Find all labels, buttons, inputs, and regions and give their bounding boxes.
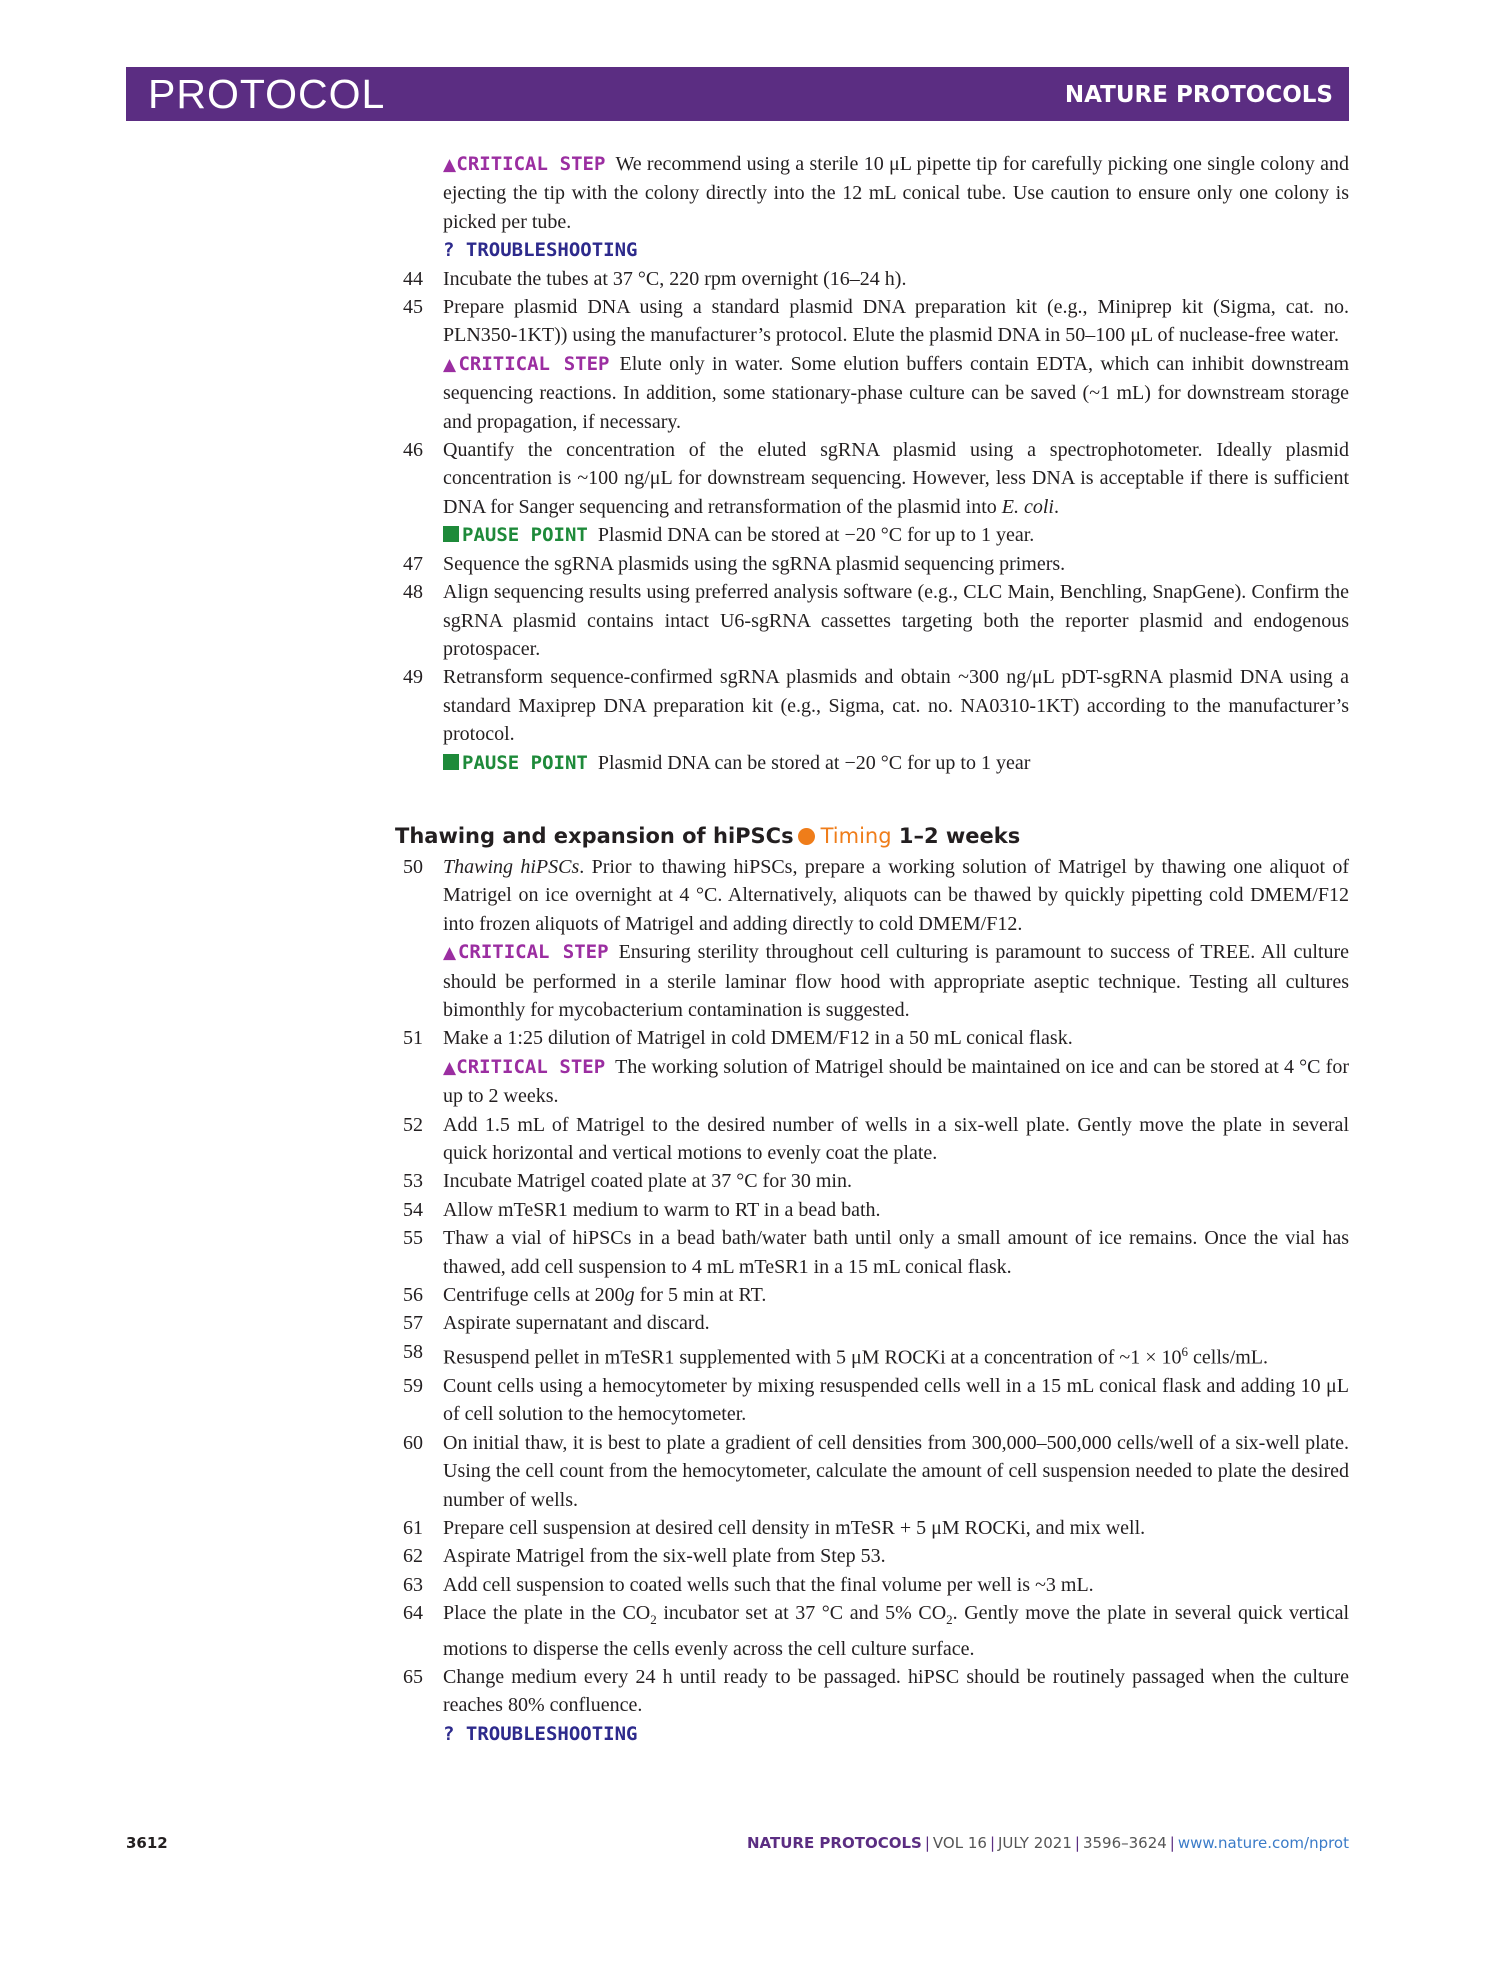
step-48: 48 Align sequencing results using preferred analysis software (e.g., CLC Main, Benchling, SnapGene). Confirm the sgRNA plasmid contains intact U6-sgRNA cassettes targeting both the reporter plasmid and endogenous protospacer. bbox=[395, 578, 1349, 663]
step-number: 45 bbox=[403, 296, 423, 319]
step-64: 64 Place the plate in the $CO_2$ incubator set at 37 °C and 5% $CO_2$. Gently move the plate in several quick vertical motions to disperse the cells evenly across the cell culture surface. bbox=[395, 1599, 1349, 1663]
step-number: 53 bbox=[403, 1170, 423, 1193]
critical-step-label: ▲CRITICAL STEP bbox=[443, 153, 606, 175]
step-46: 46 Quantify the concentration of the eluted sgRNA plasmid using a spectrophotometer. Ideally plasmid concentration is ~100 ng/μL for downstream sequencing. However, less DNA is acceptable if there is sufficient DNA for Sanger sequencing and retransformation of the plasmid into E. coli. bbox=[395, 436, 1349, 521]
step-number: 44 bbox=[403, 267, 423, 290]
step-number: 48 bbox=[403, 581, 423, 604]
footer-pages: 3596–3624 bbox=[1082, 1834, 1167, 1852]
step-number: 60 bbox=[403, 1431, 423, 1454]
step-55: 55 Thaw a vial of hiPSCs in a bead bath/water bath until only a small amount of ice remains. Once the vial has thawed, add cell suspension to 4 mL mTeSR1 in a 15 mL conical flask. bbox=[395, 1224, 1349, 1281]
footer-journal: NATURE PROTOCOLS bbox=[747, 1834, 922, 1852]
step-number: 59 bbox=[403, 1374, 423, 1397]
step-47: 47 Sequence the sgRNA plasmids using the sgRNA plasmid sequencing primers. bbox=[395, 550, 1349, 578]
step-62: 62 Aspirate Matrigel from the six-well plate from Step 53. bbox=[395, 1542, 1349, 1570]
step-49: 49 Retransform sequence-confirmed sgRNA plasmids and obtain ~300 ng/μL pDT-sgRNA plasmid DNA using a standard Maxiprep DNA preparation kit (e.g., Sigma, cat. no. NA0310-1KT) according to the manufacturer’s protocol. bbox=[395, 663, 1349, 748]
step-number: 65 bbox=[403, 1665, 423, 1688]
pause-point-note: PAUSE POINT Plasmid DNA can be stored at −20 °C for up to 1 year bbox=[395, 749, 1349, 777]
header-section-label: PROTOCOL bbox=[148, 71, 386, 117]
step-52: 52 Add 1.5 mL of Matrigel to the desired number of wells in a six-well plate. Gently move the plate in several quick horizontal and vertical motions to evenly coat the plate. bbox=[395, 1111, 1349, 1168]
step-number: 55 bbox=[403, 1227, 423, 1250]
square-icon bbox=[443, 754, 459, 770]
step-number: 61 bbox=[403, 1516, 423, 1539]
step-number: 49 bbox=[403, 666, 423, 689]
step-number: 51 bbox=[403, 1027, 423, 1050]
step-number: 47 bbox=[403, 552, 423, 575]
troubleshooting-link[interactable]: ? TROUBLESHOOTING bbox=[443, 239, 638, 262]
step-number: 54 bbox=[403, 1198, 423, 1221]
step-58: 58 Resuspend pellet in mTeSR1 supplemented with 5 μM ROCKi at a concentration of ~1 × $10^6$ cells/mL. bbox=[395, 1338, 1349, 1372]
critical-step-note: ▲CRITICAL STEP We recommend using a sterile 10 μL pipette tip for carefully picking one single colony and ejecting the tip with the colony directly into the 12 mL conical tube. Use caution to ensure only one colony is picked per tube. bbox=[443, 153, 1349, 233]
header-journal-name: NATURE PROTOCOLS bbox=[1064, 82, 1333, 108]
step-number: 46 bbox=[403, 439, 423, 462]
step-number: 50 bbox=[403, 855, 423, 878]
page-number: 3612 bbox=[126, 1834, 168, 1852]
step-56: 56 Centrifuge cells at 200g for 5 min at RT. bbox=[395, 1281, 1349, 1309]
footer-volume: VOL 16 bbox=[932, 1834, 987, 1852]
step-45: 45 Prepare plasmid DNA using a standard plasmid DNA preparation kit (e.g., Miniprep kit (Sigma, cat. no. PLN350-1KT)) using the manufacturer’s protocol. Elute the plasmid DNA in 50–100 μL of nuclease-free water. bbox=[395, 293, 1349, 350]
step-number: 64 bbox=[403, 1602, 423, 1625]
step-60: 60 On initial thaw, it is best to plate a gradient of cell densities from 300,000–500,000 cells/well of a six-well plate. Using the cell count from the hemocytometer, calculate the amount of cell suspension needed to plate the desired number of wells. bbox=[395, 1429, 1349, 1514]
step-59: 59 Count cells using a hemocytometer by mixing resuspended cells well in a 15 mL conical flask and adding 10 μL of cell solution to the hemocytometer. bbox=[395, 1372, 1349, 1429]
step-number: 56 bbox=[403, 1284, 423, 1307]
step-number: 58 bbox=[403, 1340, 423, 1363]
critical-step-note: ▲CRITICAL STEP Ensuring sterility throughout cell culturing is paramount to success of TREE. All culture should be performed in a sterile laminar flow hood with appropriate aseptic technique. Testing all cultures bimonthly for mycobacterium contamination is suggested. bbox=[443, 941, 1349, 1021]
step-54: 54 Allow mTeSR1 medium to warm to RT in a bead bath. bbox=[395, 1196, 1349, 1224]
step-65: 65 Change medium every 24 h until ready to be passaged. hiPSC should be routinely passaged when the culture reaches 80% confluence. bbox=[395, 1663, 1349, 1720]
step-50: 50 Thawing hiPSCs. Prior to thawing hiPSCs, prepare a working solution of Matrigel by thawing one aliquot of Matrigel on ice overnight at 4 °C. Alternatively, aliquots can be thawed by quickly pipetting cold DMEM/F12 into frozen aliquots of Matrigel and adding directly to cold DMEM/F12. bbox=[395, 853, 1349, 938]
step-number: 52 bbox=[403, 1113, 423, 1136]
citation-info: NATURE PROTOCOLS | VOL 16 | JULY 2021 | 3596–3624 | www.nature.com/nprot bbox=[747, 1834, 1349, 1852]
critical-step-note: ▲CRITICAL STEP The working solution of Matrigel should be maintained on ice and can be stored at 4 °C for up to 2 weeks. bbox=[443, 1055, 1349, 1108]
triangle-icon: ▲ bbox=[443, 943, 458, 964]
triangle-icon: ▲ bbox=[443, 354, 459, 375]
header-banner bbox=[126, 67, 1349, 121]
triangle-icon: ▲ bbox=[443, 1057, 457, 1078]
timing-dot-icon bbox=[798, 828, 815, 845]
step-61: 61 Prepare cell suspension at desired cell density in mTeSR + 5 μM ROCKi, and mix well. bbox=[395, 1514, 1349, 1542]
square-icon bbox=[443, 526, 459, 542]
step-44: 44 Incubate the tubes at 37 °C, 220 rpm overnight (16–24 h). bbox=[395, 265, 1349, 293]
step-number: 62 bbox=[403, 1545, 423, 1568]
troubleshooting-link[interactable]: ? TROUBLESHOOTING bbox=[443, 1722, 638, 1745]
step-63: 63 Add cell suspension to coated wells such that the final volume per well is ~3 mL. bbox=[395, 1571, 1349, 1599]
step-51: 51 Make a 1:25 dilution of Matrigel in cold DMEM/F12 in a 50 mL conical flask. bbox=[395, 1024, 1349, 1052]
step-57: 57 Aspirate supernatant and discard. bbox=[395, 1309, 1349, 1337]
critical-step-note: ▲CRITICAL STEP Elute only in water. Some elution buffers contain EDTA, which can inhibit downstream sequencing reactions. In addition, some stationary-phase culture can be saved (~1 mL) for downstream storage and propagation, if necessary. bbox=[443, 352, 1349, 433]
step-number: 57 bbox=[403, 1312, 423, 1335]
footer-url-link[interactable]: www.nature.com/nprot bbox=[1177, 1834, 1349, 1852]
triangle-icon: ▲ bbox=[443, 155, 457, 175]
pause-point-note: PAUSE POINT Plasmid DNA can be stored at −20 °C for up to 1 year. bbox=[395, 521, 1349, 549]
page-footer bbox=[126, 1834, 1349, 1858]
section-heading: Thawing and expansion of hiPSCs Timing 1–2 weeks bbox=[395, 823, 1021, 848]
main-content bbox=[395, 150, 1349, 1748]
step-53: 53 Incubate Matrigel coated plate at 37 °C for 30 min. bbox=[395, 1167, 1349, 1195]
footer-date: JULY 2021 bbox=[998, 1834, 1072, 1852]
step-number: 63 bbox=[403, 1573, 423, 1596]
